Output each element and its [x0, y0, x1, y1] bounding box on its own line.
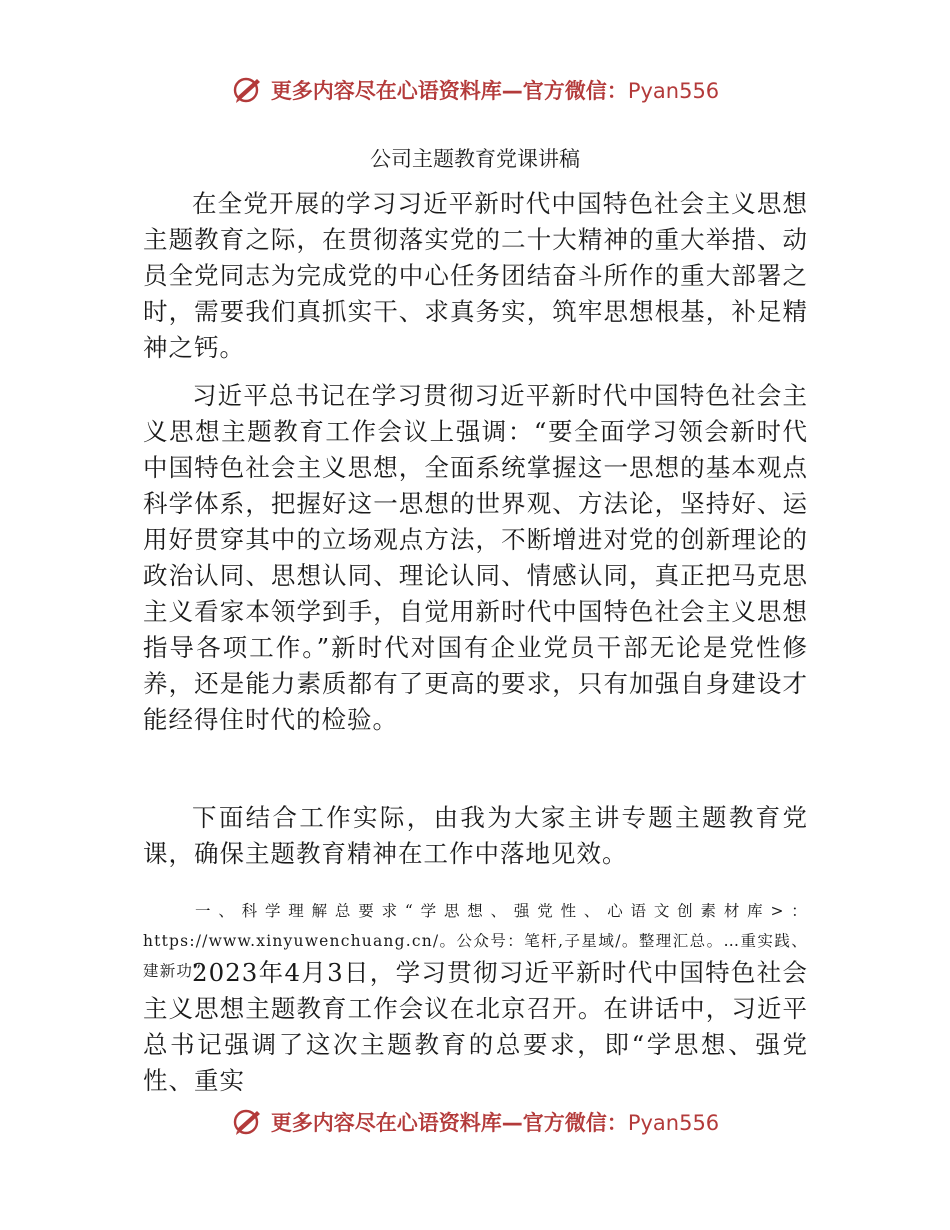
header-watermark-banner [0, 70, 950, 110]
paragraph-3: 下面结合工作实际，由我为大家主讲专题主题教育党课，确保主题教育精神在工作中落地见效。 [143, 803, 808, 868]
watermark-text-cn: 更多内容尽在心语资料库—官方微信： [270, 79, 628, 103]
document-title: 公司主题教育党课讲稿 [370, 147, 580, 171]
paragraph-2: 习近平总书记在学习贯彻习近平新时代中国特色社会主义思想主题教育工作会议上强调：“要全面学习领会新时代中国特色社会主义思想，全面系统掌握这一思想的基本观点科学体系，把握好这一思想的世界观、方法论，坚持好、运用好贯穿其中的立场观点方法，不断增进对党的创新理论的政治认同、思想认同、理论认同、情感认同，真正把马克思主义看家本领学到手，自觉用新时代中国特色社会主义思想指导各项工作。”新时代对国有企业党员干部无论是党性修养，还是能力素质都有了更高的要求，只有加强自身建设才能经得住时代的检验。 [143, 381, 808, 734]
footer-watermark-banner [0, 1102, 950, 1142]
watermark-wechat-id: Pyan556 [627, 1111, 720, 1135]
pen-logo-icon [231, 73, 265, 107]
watermark-text [271, 1107, 719, 1137]
watermark-text [271, 75, 719, 105]
pen-logo-icon [231, 1105, 265, 1139]
watermark-text-cn: 更多内容尽在心语资料库—官方微信： [270, 1111, 628, 1135]
paragraph-4: 2023年4月3日，学习贯彻习近平新时代中国特色社会主义思想主题教育工作会议在北京召开。在讲话中，习近平总书记强调了这次主题教育的总要求，即“学思想、强党性、重实 [143, 958, 808, 1095]
paragraph-1: 在全党开展的学习习近平新时代中国特色社会主义思想主题教育之际，在贯彻落实党的二十大精神的重大举措、动员全党同志为完成党的中心任务团结奋斗所作的重大部署之时，需要我们真抓实干、求真务实，筑牢思想根基，补足精神之钙。 [143, 189, 808, 362]
watermark-wechat-id: Pyan556 [627, 79, 720, 103]
section-heading-1: 一、科学理解总要求“学思想、强党性、心语文创素材库>：https://www.xinyuwenchuang.cn/。公众号：笔杆,子星域/。整理汇总。…重实践、建新功” [143, 902, 808, 980]
